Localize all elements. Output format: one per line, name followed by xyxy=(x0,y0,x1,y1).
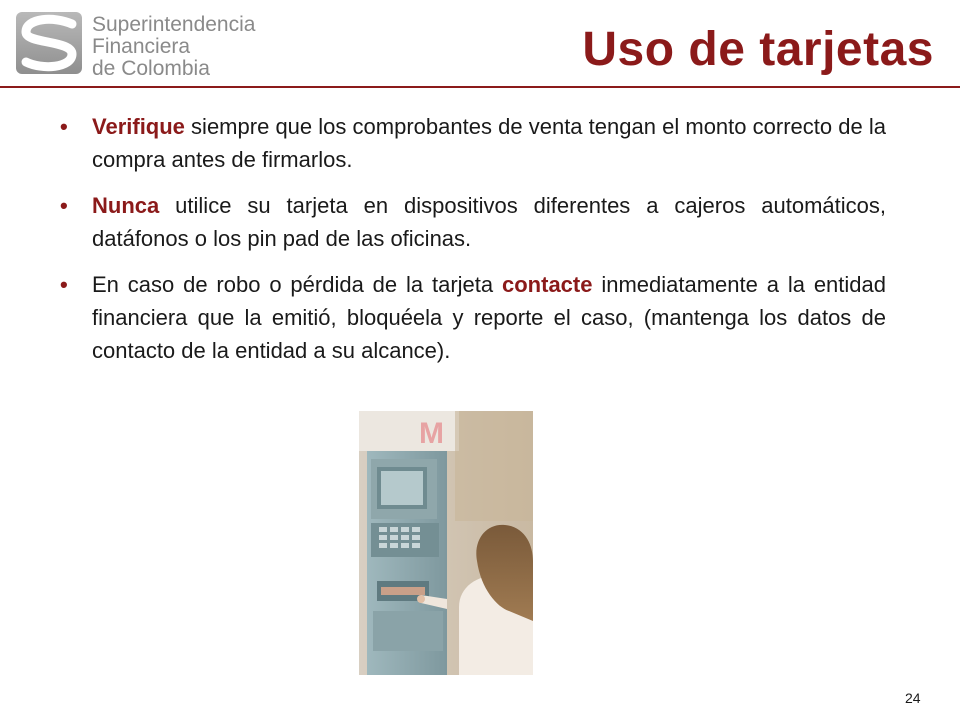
logo-s-icon xyxy=(14,10,84,76)
bullet-text: siempre que los comprobantes de venta tengan el monto correcto de la compra antes de firmarlos. xyxy=(92,114,886,172)
bullet-highlight: Verifique xyxy=(92,114,185,139)
bullet-text: inmediatamente a la entidad financiera que la emitió, bloquéela y reporte el caso, (mantenga los datos de contacto de la entidad a su alcance). xyxy=(92,272,886,363)
logo-line-2: Financiera xyxy=(92,35,191,58)
title-divider xyxy=(0,86,960,88)
page-number: 24 xyxy=(905,690,921,706)
bullet-text-before: En caso de robo o pérdida de la tarjeta xyxy=(92,272,502,297)
logo-line-3: de Colombia xyxy=(92,57,210,80)
bullet-item xyxy=(60,268,886,367)
logo-line-1: Superintendencia xyxy=(92,13,256,36)
bullet-list xyxy=(60,110,886,380)
logo-text xyxy=(92,14,255,80)
bullet-text: utilice su tarjeta en dispositivos diferentes a cajeros automáticos, datáfonos o los pin pad de las oficinas. xyxy=(92,193,886,251)
atm-sign-text: M xyxy=(419,417,444,450)
bullet-highlight: contacte xyxy=(502,272,593,297)
atm-photo xyxy=(359,411,533,675)
bullet-marker: • xyxy=(60,114,68,139)
bullet-item xyxy=(60,189,886,255)
slide-title: Uso de tarjetas xyxy=(582,23,934,76)
bullet-highlight: Nunca xyxy=(92,193,160,218)
bullet-marker: • xyxy=(60,193,68,218)
bullet-item xyxy=(60,110,886,176)
bullet-marker: • xyxy=(60,272,68,297)
logo xyxy=(14,10,254,80)
